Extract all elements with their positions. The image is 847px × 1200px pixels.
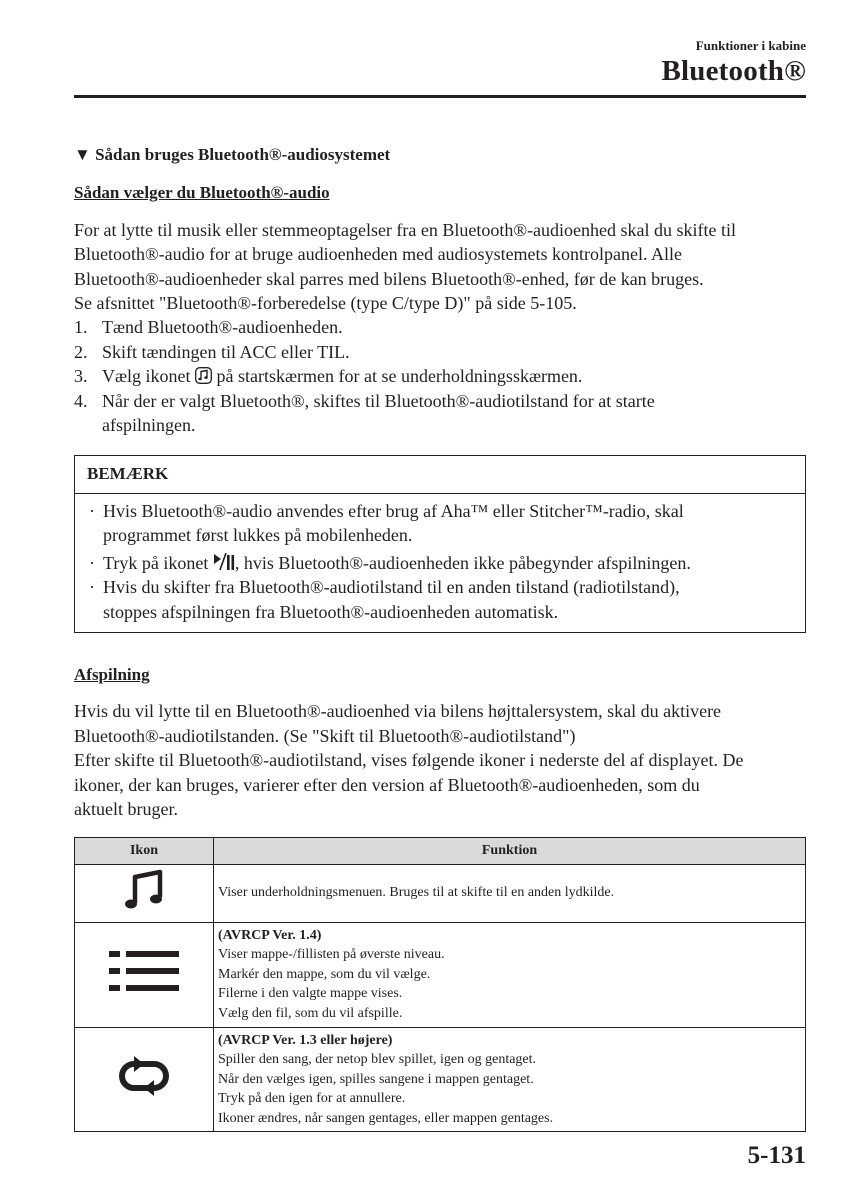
icon-table	[74, 837, 806, 1132]
music-note-icon	[122, 868, 166, 912]
step-item	[74, 364, 806, 388]
playback-line: aktuelt bruger.	[74, 798, 178, 819]
column-header-icon: Ikon	[75, 838, 214, 865]
subheading-select-audio: Sådan vælger du Bluetooth®-audio	[74, 183, 330, 203]
note-text: programmet først lukkes på mobilenheden.	[103, 525, 413, 546]
function-text: Markér den mappe, som du vil vælge.	[218, 966, 431, 982]
step-text: på startskærmen for at se underholdningsskærmen.	[216, 366, 583, 387]
step-number: 3.	[74, 366, 88, 387]
function-cell	[214, 1027, 806, 1132]
bullet: ·	[89, 500, 95, 521]
chapter-header: Funktioner i kabine	[695, 38, 806, 53]
function-cell	[214, 922, 806, 1027]
function-cell	[214, 864, 806, 922]
step-item	[74, 389, 806, 438]
function-text: Tryk på den igen for at annullere.	[218, 1091, 406, 1107]
function-text: Viser mappe-/fillisten på øverste niveau.	[218, 947, 445, 963]
function-text: Vælg den fil, som du vil afspille.	[218, 1005, 403, 1021]
note-text: , hvis Bluetooth®-audioenheden ikke påbegynder afspilningen.	[234, 552, 691, 573]
step-item	[74, 340, 806, 364]
note-text: stoppes afspilningen fra Bluetooth®-audioenheden automatisk.	[103, 601, 559, 622]
note-heading: BEMÆRK	[75, 456, 805, 493]
note-item	[89, 575, 795, 624]
step-item	[74, 315, 806, 339]
playback-line: Hvis du vil lytte til en Bluetooth®-audioenhed via bilens højttalersystem, skal du aktivere	[74, 701, 722, 722]
table-row	[75, 864, 806, 922]
page-content	[74, 143, 806, 1132]
bullet: ·	[89, 577, 95, 598]
music-note-icon	[195, 367, 212, 384]
intro-line: Bluetooth®-audioenheder skal parres med bilens Bluetooth®-enhed, før de kan bruges.	[74, 268, 704, 289]
icon-cell	[75, 1027, 214, 1132]
note-item	[89, 551, 795, 575]
function-text: Spiller den sang, der netop blev spillet, igen og gentaget.	[218, 1052, 537, 1068]
function-text: Når den vælges igen, spilles sangene i mappen gentaget.	[218, 1071, 534, 1087]
step-text: Vælg ikonet	[102, 366, 191, 387]
table-row	[75, 1027, 806, 1132]
step-number: 1.	[74, 317, 88, 338]
list-icon	[109, 949, 179, 993]
note-body	[75, 494, 805, 632]
page-title: Bluetooth®	[661, 55, 806, 87]
steps-list	[74, 315, 806, 437]
function-title: (AVRCP Ver. 1.3 eller højere)	[218, 1032, 393, 1048]
step-number: 4.	[74, 390, 88, 411]
header-rule	[74, 95, 806, 98]
playback-line: Bluetooth®-audiotilstanden. (Se "Skift til Bluetooth®-audiotilstand")	[74, 725, 576, 746]
step-text: Når der er valgt Bluetooth®, skiftes til Bluetooth®-audiotilstand for at starte	[102, 390, 655, 411]
table-header-row	[75, 838, 806, 865]
playback-line: Efter skifte til Bluetooth®-audiotilstand, vises følgende ikoner i nederste del af displayet. De	[74, 750, 744, 771]
play-pause-icon	[213, 553, 235, 571]
intro-line: Bluetooth®-audio for at bruge audioenheden med audiosystemets kontrolpanel. Alle	[74, 244, 683, 265]
function-title: (AVRCP Ver. 1.4)	[218, 927, 322, 943]
section-heading: ▼ Sådan bruges Bluetooth®-audiosystemet	[74, 145, 391, 164]
repeat-icon	[114, 1056, 174, 1096]
page-number: 5-131	[747, 1142, 806, 1169]
note-text: Hvis Bluetooth®-audio anvendes efter brug af Aha™ eller Stitcher™-radio, skal	[103, 500, 684, 521]
subheading-playback: Afspilning	[74, 664, 150, 684]
step-text: afspilningen.	[102, 415, 196, 436]
playback-line: ikoner, der kan bruges, varierer efter den version af Bluetooth®-audioenheden, som du	[74, 774, 700, 795]
step-number: 2.	[74, 341, 88, 362]
bullet: ·	[89, 552, 95, 573]
note-text: Tryk på ikonet	[103, 552, 209, 573]
step-text: Tænd Bluetooth®-audioenheden.	[102, 317, 343, 338]
note-text: Hvis du skifter fra Bluetooth®-audiotilstand til en anden tilstand (radiotilstand),	[103, 577, 680, 598]
function-text: Filerne i den valgte mappe vises.	[218, 986, 403, 1002]
note-box	[74, 455, 806, 632]
note-item	[89, 499, 795, 548]
step-text: Skift tændingen til ACC eller TIL.	[102, 341, 350, 362]
icon-cell	[75, 922, 214, 1027]
icon-cell	[75, 864, 214, 922]
intro-line: Se afsnittet "Bluetooth®-forberedelse (type C/type D)" på side 5-105.	[74, 293, 577, 314]
column-header-function: Funktion	[214, 838, 806, 865]
table-row	[75, 922, 806, 1027]
function-text: Ikoner ændres, når sangen gentages, eller mappen gentages.	[218, 1110, 554, 1126]
function-text: Viser underholdningsmenuen. Bruges til at skifte til en anden lydkilde.	[218, 885, 615, 901]
intro-line: For at lytte til musik eller stemmeoptagelser fra en Bluetooth®-audioenhed skal du skifte til	[74, 219, 737, 240]
